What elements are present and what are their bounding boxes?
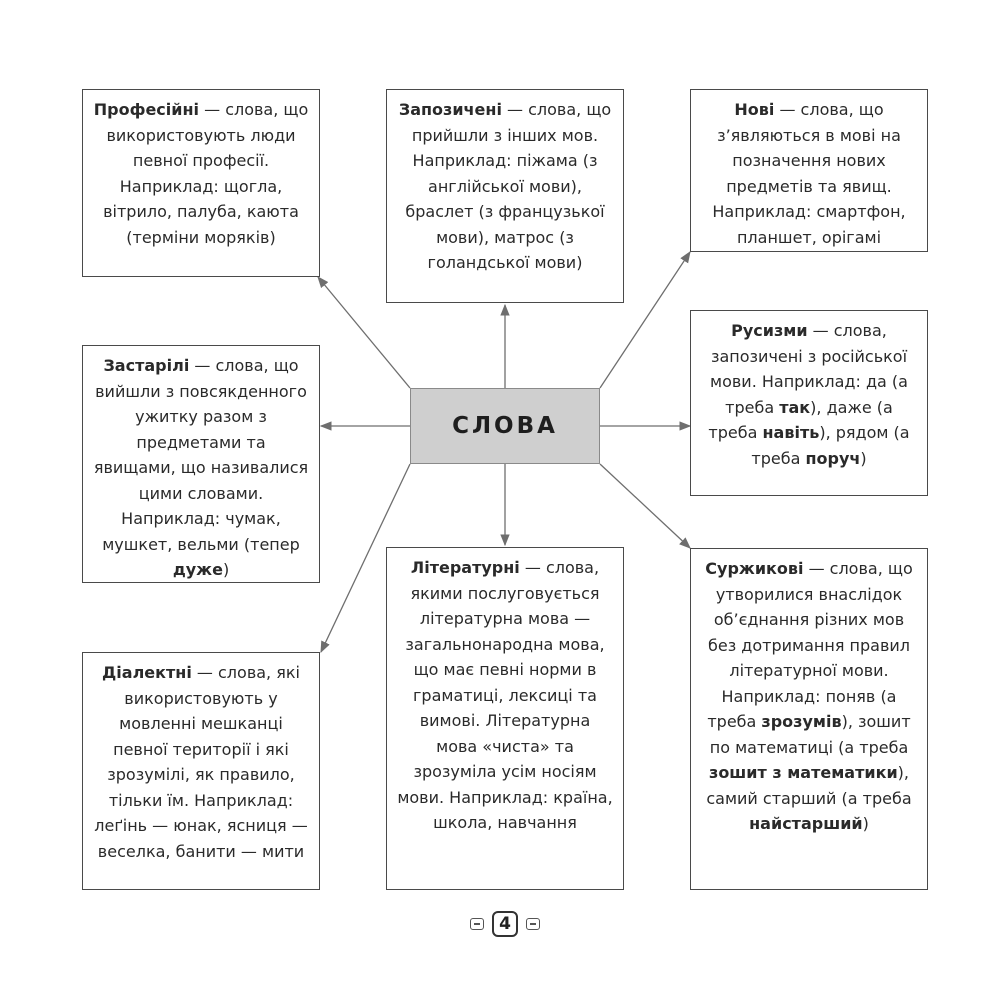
box-professional xyxy=(82,89,320,277)
box-borrowed xyxy=(386,89,624,303)
page-number-indicator xyxy=(465,910,545,938)
text-russisms-4: ) xyxy=(860,448,867,468)
text-surzhyk-3: ), самий старший (а треба xyxy=(706,763,912,808)
page-marker-left-icon xyxy=(470,918,484,930)
text-dialect: — слова, які використовують у мовленні мешканці певної території і які зрозумілі, як правило, тільки їм. Наприклад: леґінь — юнак, ясниця — веселка, банити — мити xyxy=(94,663,308,861)
text-borrowed: — слова, що прийшли з інших мов. Наприклад: піжама (з англійської мови), браслет (з французької мови), матрос (з голандської мови) xyxy=(405,100,612,272)
text-professional: — слова, що використовують люди певної професії. Наприклад: щогла, вітрило, палуба, каюта (терміни моряків) xyxy=(103,100,309,247)
text-russisms-1: — слова, запозичені з російської мови. Наприклад: да (а треба xyxy=(710,321,908,417)
box-surzhyk xyxy=(690,548,928,890)
box-dialect xyxy=(82,652,320,890)
box-literary xyxy=(386,547,624,890)
bold-obsolete-1: дуже xyxy=(172,560,223,579)
bold-surzhyk-3: найстарший xyxy=(749,814,863,833)
term-russisms: Русизми xyxy=(731,321,808,340)
box-new xyxy=(690,89,928,252)
text-literary: — слова, якими послуговується літературна мова — загальнонародна мова, що має певні норми в граматиці, лексиці та вимові. Літературна мова «чиста» та зрозуміла усім носіям мови. Наприклад: країна, школа, навчання xyxy=(397,558,613,832)
text-surzhyk-2: ), зошит по математиці (а треба xyxy=(709,712,911,757)
term-new: Нові xyxy=(734,100,775,119)
center-node xyxy=(410,388,600,464)
bold-surzhyk-2: зошит з математики xyxy=(709,763,898,782)
center-label: СЛОВА xyxy=(452,413,558,439)
text-new: — слова, що з’являються в мові на позначення нових предметів та явищ. Наприклад: смартфон, планшет, орігамі xyxy=(712,100,906,247)
term-literary: Літературні xyxy=(410,558,520,577)
text-russisms-2: ), даже (а треба xyxy=(708,397,893,442)
page-marker-right-icon xyxy=(526,918,540,930)
bold-surzhyk-1: зрозумів xyxy=(761,712,842,731)
text-obsolete-2: ) xyxy=(222,560,230,579)
bold-russisms-1: так xyxy=(779,397,811,417)
arrow-surzhyk xyxy=(600,464,690,548)
box-obsolete xyxy=(82,345,320,583)
term-dialect: Діалектні xyxy=(102,663,192,682)
term-obsolete: Застарілі xyxy=(103,356,190,375)
text-obsolete-1: — слова, що вийшли з повсякденного ужитку разом з предметами та явищами, що називалися цими словами. Наприклад: чумак, мушкет, вельми (тепер xyxy=(93,356,309,554)
box-russisms xyxy=(690,310,928,496)
text-surzhyk-1: — слова, що утворилися внаслідок об’єднання різних мов без дотримання правил літературної мови. Наприклад: поняв (а треба xyxy=(707,559,913,731)
text-russisms-3: ), рядом (а треба xyxy=(751,423,910,468)
text-surzhyk-4: ) xyxy=(862,814,869,833)
term-professional: Професійні xyxy=(93,100,200,119)
page-number: 4 xyxy=(492,911,518,937)
bold-russisms-2: навіть xyxy=(762,423,820,442)
term-borrowed: Запозичені xyxy=(398,100,502,119)
term-surzhyk: Суржикові xyxy=(705,559,804,578)
bold-russisms-3: поруч xyxy=(805,448,861,468)
